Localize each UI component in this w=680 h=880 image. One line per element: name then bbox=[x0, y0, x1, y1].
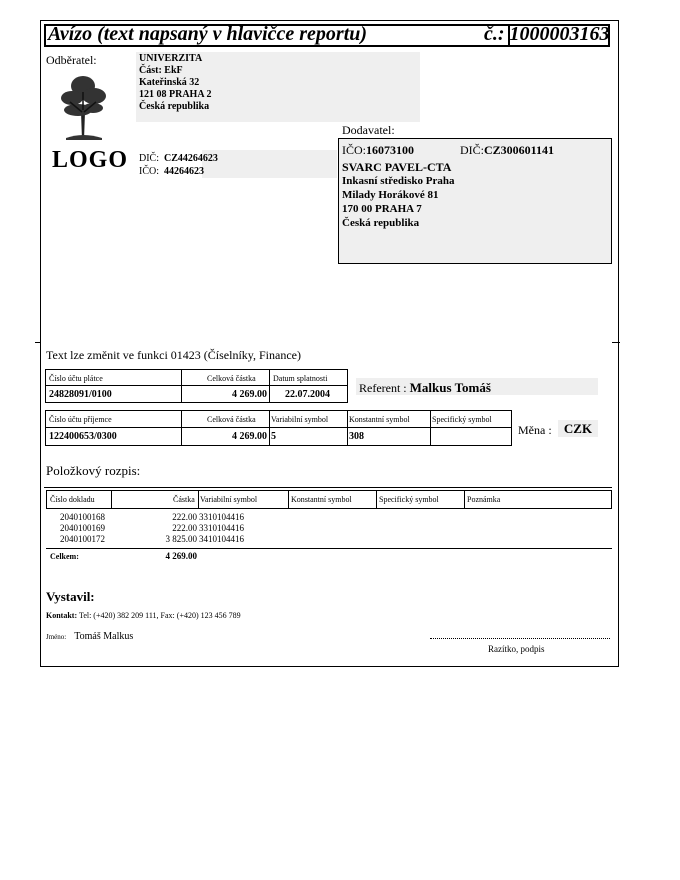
odberatel-label: Odběratel: bbox=[46, 53, 97, 67]
dodavatel-dic-label: DIČ: bbox=[460, 143, 484, 157]
col-vs: Variabilní symbol bbox=[200, 495, 258, 504]
col-ss: Specifický symbol bbox=[379, 495, 439, 504]
item-amount: 3 825.00 bbox=[165, 534, 197, 544]
dodavatel-line: Milady Horákové 81 bbox=[342, 189, 439, 201]
payee-vs-value: 5 bbox=[271, 431, 276, 442]
payer-divider bbox=[45, 385, 348, 386]
document-number bbox=[484, 23, 610, 46]
odberatel-line: Česká republika bbox=[139, 101, 210, 112]
odberatel-ids-box bbox=[202, 150, 337, 178]
items-col-divider bbox=[464, 490, 465, 509]
item-vs: 3310104416 bbox=[199, 512, 244, 522]
payer-account-value: 24828091/0100 bbox=[49, 389, 112, 400]
col-amount: Částka bbox=[173, 495, 195, 504]
dodavatel-line: Česká republika bbox=[342, 217, 420, 229]
dodavatel-ico-value: 16073100 bbox=[366, 143, 414, 157]
dodavatel-dic bbox=[460, 143, 554, 158]
item-vs: 3410104416 bbox=[199, 534, 244, 544]
referent-value: Malkus Tomáš bbox=[409, 380, 491, 395]
payee-account-value: 122400653/0300 bbox=[49, 431, 117, 442]
currency-value: CZK bbox=[558, 420, 598, 437]
dodavatel-ico-label: IČO: bbox=[342, 143, 366, 157]
items-col-divider bbox=[198, 490, 199, 509]
note-text: Text lze změnit ve funkci 01423 (Číselníky, Finance) bbox=[46, 348, 301, 362]
odberatel-line: Kateřinská 32 bbox=[139, 77, 200, 88]
payee-ks-value: 308 bbox=[349, 431, 364, 442]
odberatel-line: 121 08 PRAHA 2 bbox=[139, 89, 212, 100]
contact-value: Tel: (+420) 382 209 111, Fax: (+420) 123 456 789 bbox=[78, 611, 241, 620]
logo-text: LOGO bbox=[52, 147, 129, 173]
items-total-value: 4 269.00 bbox=[165, 551, 197, 561]
odberatel-line: UNIVERZITA bbox=[139, 53, 203, 64]
col-doc: Číslo dokladu bbox=[50, 495, 95, 504]
dodavatel-dic-value: CZ300601141 bbox=[484, 143, 555, 157]
odberatel-address bbox=[139, 53, 212, 113]
issuer-name bbox=[46, 626, 133, 644]
items-col-divider bbox=[111, 490, 112, 509]
payer-due-label: Datum splatnosti bbox=[273, 374, 328, 383]
col-ks: Konstantní symbol bbox=[291, 495, 352, 504]
payee-vs-label: Variabilní symbol bbox=[271, 415, 329, 424]
payee-amount-value: 4 269.00 bbox=[232, 431, 267, 442]
item-doc: 2040100172 bbox=[60, 534, 105, 544]
payee-ss-label: Specifický symbol bbox=[432, 415, 492, 424]
payer-due-value: 22.07.2004 bbox=[285, 389, 330, 400]
odberatel-line: Část: EkF bbox=[139, 65, 183, 76]
issuer-title: Vystavil: bbox=[46, 589, 95, 604]
item-vs: 3310104416 bbox=[199, 523, 244, 533]
payee-account-label: Číslo účtu příjemce bbox=[49, 415, 112, 424]
tree-logo-icon bbox=[58, 72, 108, 142]
fold-mark-left bbox=[35, 342, 41, 343]
header-divider bbox=[508, 26, 510, 46]
payer-amount-value: 4 269.00 bbox=[232, 389, 267, 400]
issuer-contact bbox=[46, 611, 241, 620]
payee-ks-label: Konstantní symbol bbox=[349, 415, 410, 424]
dodavatel-line: Inkasní středisko Praha bbox=[342, 175, 455, 187]
currency-label: Měna : bbox=[518, 423, 552, 437]
referent-label: Referent : bbox=[359, 381, 407, 395]
items-top-rule bbox=[44, 487, 612, 488]
report-title: Avízo (text napsaný v hlavičce reportu) bbox=[48, 23, 368, 45]
items-total-rule bbox=[46, 548, 612, 549]
payer-amount-label: Celková částka bbox=[207, 374, 256, 383]
payee-amount-label: Celková částka bbox=[207, 415, 256, 424]
payer-account-label: Číslo účtu plátce bbox=[49, 374, 103, 383]
item-amount: 222.00 bbox=[172, 523, 197, 533]
item-doc: 2040100169 bbox=[60, 523, 105, 533]
dodavatel-address bbox=[342, 160, 454, 230]
odberatel-ids-overlay: DIČ: CZ44264623 IČO: 44264623 bbox=[139, 153, 218, 177]
contact-label: Kontakt: bbox=[46, 611, 78, 620]
doc-no-value: 1000003163 bbox=[509, 23, 610, 45]
items-col-divider bbox=[376, 490, 377, 509]
name-value: Tomáš Malkus bbox=[74, 631, 134, 642]
dodavatel-line: SVARC PAVEL-CTA bbox=[342, 160, 452, 174]
col-note: Poznámka bbox=[467, 495, 501, 504]
items-title: Položkový rozpis: bbox=[46, 463, 141, 478]
item-amount: 222.00 bbox=[172, 512, 197, 522]
referent bbox=[359, 380, 491, 396]
fold-mark-right bbox=[612, 342, 620, 343]
dodavatel-label: Dodavatel: bbox=[342, 123, 395, 137]
name-label: Jméno: bbox=[46, 633, 67, 641]
items-total-label: Celkem: bbox=[50, 552, 79, 561]
item-doc: 2040100168 bbox=[60, 512, 105, 522]
dodavatel-ico bbox=[342, 143, 414, 158]
payee-divider bbox=[45, 427, 512, 428]
items-col-divider bbox=[288, 490, 289, 509]
signature-line bbox=[430, 638, 610, 639]
stamp-label: Razítko, podpis bbox=[488, 644, 545, 654]
doc-no-label: č.: bbox=[484, 23, 505, 45]
dodavatel-line: 170 00 PRAHA 7 bbox=[342, 203, 422, 215]
